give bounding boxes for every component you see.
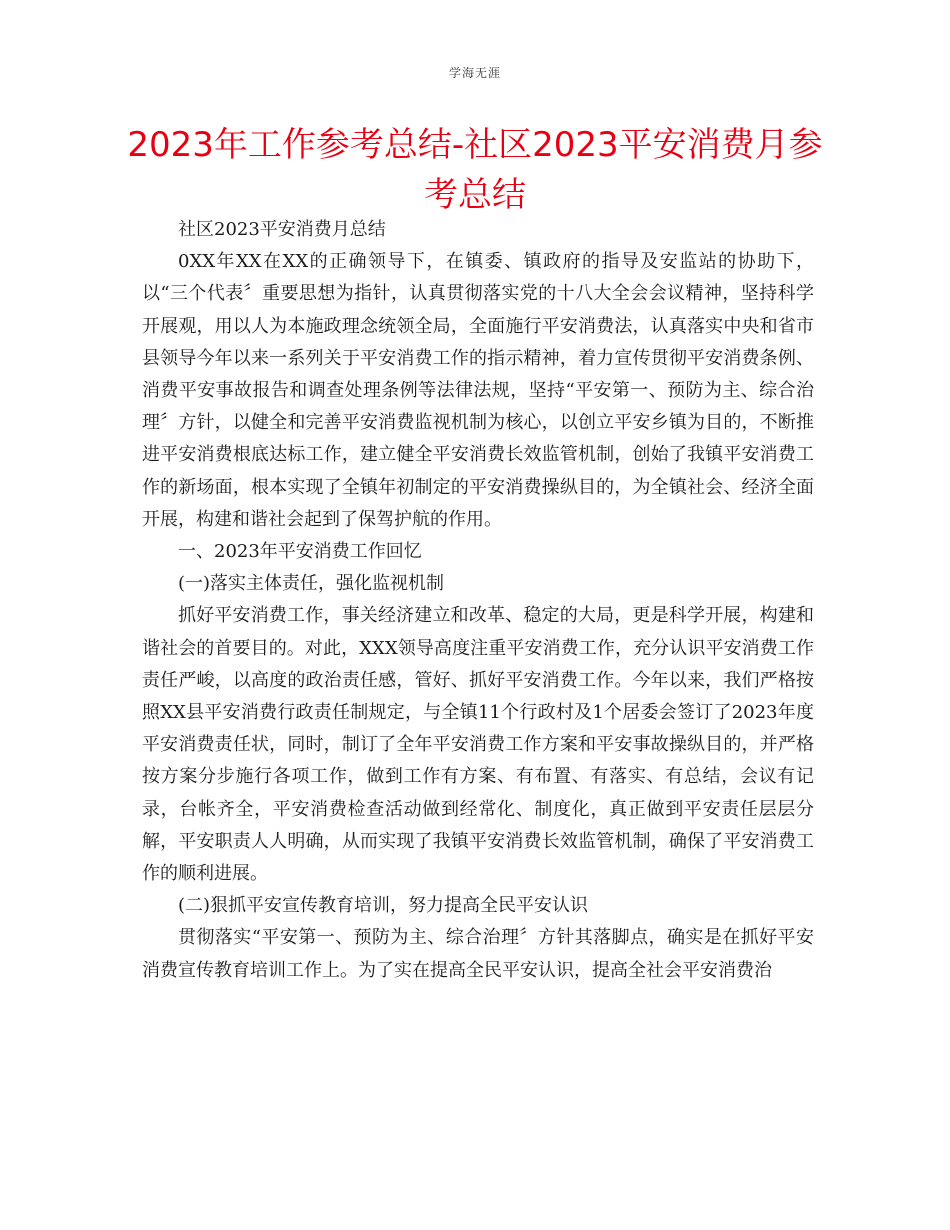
- document-title: 2023年工作参考总结-社区2023平安消费月参考总结: [127, 125, 823, 215]
- paragraph-education: 贯彻落实“平安第一、预防为主、综合治理〞方针其落脚点，确实是在抓好平安消费宣传教育培训工作上。为了实在提高全民平安认识，提高全社会平安消费治: [142, 927, 814, 981]
- document-body: [142, 214, 814, 987]
- subsection-heading-1: (一)落实主体责任，强化监视机制: [178, 573, 445, 595]
- page-header-text: 学海无涯: [448, 66, 501, 80]
- paragraph-responsibility: 抓好平安消费工作，事关经济建立和改革、稳定的大局，更是科学开展，构建和谐社会的首要目的。对此，XXX领导高度注重平安消费工作，充分认识平安消费工作责任严峻，以高度的政治责任感，管好、抓好平安消费工作。今年以来，我们严格按照XX县平安消费行政责任制规定，与全镇11个行政村及1个居委会签订了2023年度平安消费责任状，同时，制订了全年平安消费工作方案和平安事故操纵目的，并严格按方案分步施行各项工作，做到工作有方案、有布置、有落实、有总结，会议有记录，台帐齐全，平安消费检查活动做到经常化、制度化，真正做到平安责任层层分解，平安职责人人明确，从而实现了我镇平安消费长效监管机制，确保了平安消费工作的顺利进展。: [142, 605, 814, 885]
- paragraph-intro: 0XX年XX在XX的正确领导下，在镇委、镇政府的指导及安监站的协助下，以“三个代表〞重要思想为指针，认真贯彻落实党的十八大全会会议精神，坚持科学开展观，用以人为本施政理念统领全局，全面施行平安消费法，认真落实中央和省市县领导今年以来一系列关于平安消费工作的指示精神，着力宣传贯彻平安消费条例、消费平安事故报告和调查处理条例等法律法规，坚持“平安第一、预防为主、综合治理〞方针，以健全和完善平安消费监视机制为核心，以创立平安乡镇为目的，不断推进平安消费根底达标工作，建立健全平安消费长效监管机制，创始了我镇平安消费工作的新场面，根本实现了全镇年初制定的平安消费操纵目的，为全镇社会、经济全面开展，构建和谐社会起到了保驾护航的作用。: [142, 251, 814, 530]
- section-heading-review: 一、2023年平安消费工作回忆: [178, 541, 422, 563]
- subsection-heading-2: (二)狠抓平安宣传教育培训，努力提高全民平安认识: [178, 895, 589, 917]
- paragraph-subtitle: 社区2023平安消费月总结: [178, 219, 386, 240]
